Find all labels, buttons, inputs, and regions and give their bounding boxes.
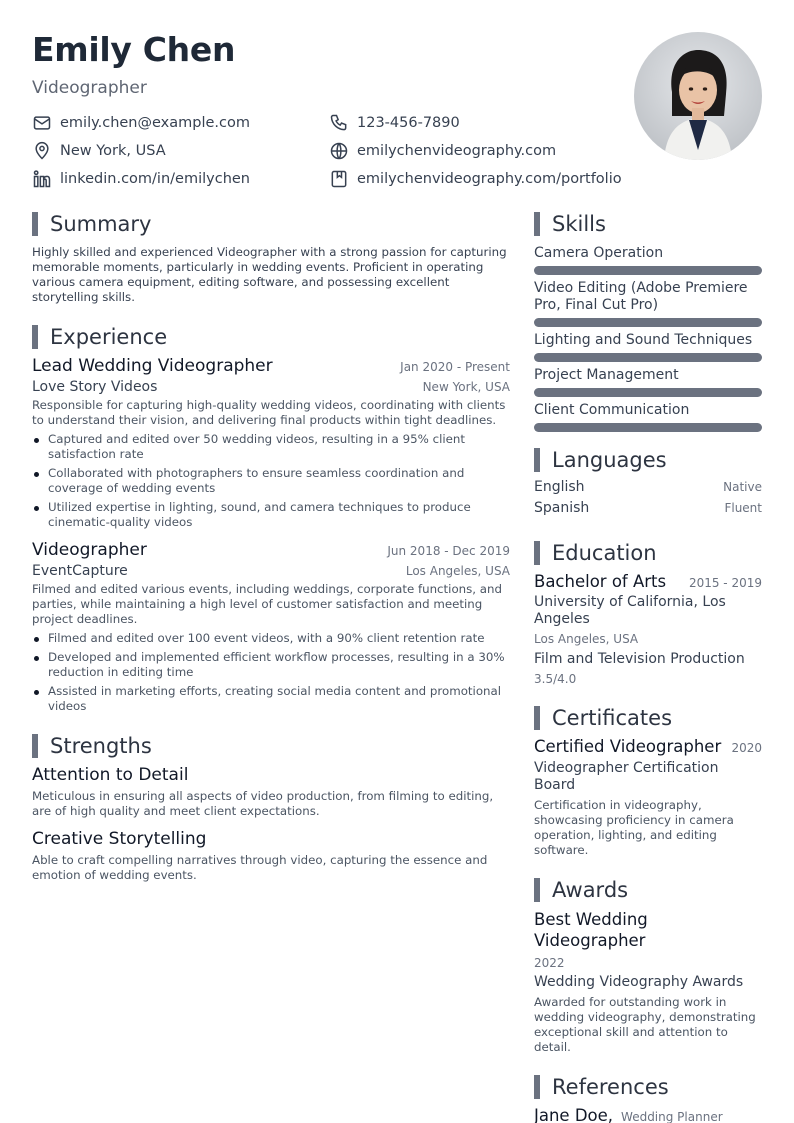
section-accent-bar xyxy=(534,706,540,730)
candidate-name: Emily Chen xyxy=(32,30,236,69)
certificate-year: 2020 xyxy=(731,741,762,755)
profile-photo xyxy=(634,32,762,160)
strengths-heading xyxy=(32,732,510,759)
email-text: emily.chen@example.com xyxy=(60,115,250,131)
section-accent-bar xyxy=(534,541,540,565)
job-description: Responsible for capturing high-quality wedding videos, coordinating with clients to understand their vision, and delivering final products within tight deadlines. xyxy=(32,398,506,427)
skill-level-bar xyxy=(534,353,762,362)
certificate-description: Certification in videography, showcasing proficiency in camera operation, lighting, and editing software. xyxy=(534,798,734,857)
skill-name: Project Management xyxy=(534,367,679,383)
bullet-item: Developed and implemented efficient workflow processes, resulting in a 30% reduction in editing time xyxy=(32,650,510,680)
right-column xyxy=(534,210,762,1123)
job-dates: Jan 2020 - Present xyxy=(400,360,510,374)
bookmark-icon xyxy=(329,169,349,189)
skill-name: Camera Operation xyxy=(534,245,664,261)
website-text: emilychenvideography.com xyxy=(357,143,557,159)
contact-portfolio[interactable] xyxy=(329,168,622,190)
skill-name: Video Editing (Adobe Premiere Pro, Final Cut Pro) xyxy=(534,280,748,313)
award-entry xyxy=(534,909,762,1055)
award-issuer: Wedding Videography Awards xyxy=(534,974,744,990)
phone-icon xyxy=(329,113,349,133)
certificate-issuer: Videographer Certification Board xyxy=(534,760,719,793)
certificates-heading xyxy=(534,704,762,731)
school-location: Los Angeles, USA xyxy=(534,632,639,646)
language-name: Spanish xyxy=(534,500,590,516)
section-title: Certificates xyxy=(552,705,673,730)
job-dates: Jun 2018 - Dec 2019 xyxy=(387,544,510,558)
summary-text: Highly skilled and experienced Videographer with a strong passion for capturing memorable moments, particularly in wedding events. Proficient in operating various camera equipment, editing software, and possessing excellent storytelling skills. xyxy=(32,245,507,304)
bullet-item: Utilized expertise in lighting, sound, and camera techniques to produce cinematic-quality videos xyxy=(32,500,510,530)
contact-linkedin[interactable] xyxy=(32,168,250,190)
section-accent-bar xyxy=(534,448,540,472)
education-years: 2015 - 2019 xyxy=(688,576,762,590)
skill-level-bar xyxy=(534,388,762,397)
award-year: 2022 xyxy=(534,956,565,970)
bullet-item: Collaborated with photographers to ensure seamless coordination and coverage of wedding events xyxy=(32,466,510,496)
certificate-entry xyxy=(534,737,762,858)
language-name: English xyxy=(534,479,585,495)
summary-heading xyxy=(32,210,510,237)
globe-icon xyxy=(329,141,349,161)
references-heading xyxy=(534,1073,762,1100)
gpa: 3.5/4.0 xyxy=(534,672,577,686)
certificate-title: Certified Videographer xyxy=(534,737,722,756)
section-title: Education xyxy=(552,540,657,565)
job-location: New York, USA xyxy=(422,380,510,394)
linkedin-icon xyxy=(32,169,52,189)
section-accent-bar xyxy=(534,212,540,236)
location-text: New York, USA xyxy=(60,143,166,159)
language-level: Fluent xyxy=(724,501,762,515)
job-bullets xyxy=(32,432,510,530)
skill-level-bar xyxy=(534,423,762,432)
language-row xyxy=(534,479,762,500)
language-level: Native xyxy=(723,480,762,494)
section-title: References xyxy=(552,1074,669,1099)
contact-website[interactable] xyxy=(329,140,556,162)
mail-icon xyxy=(32,113,52,133)
education-entry xyxy=(534,572,762,686)
job-description: Filmed and edited various events, including weddings, corporate functions, and parties, while maintaining a high level of customer satisfaction and meeting project deadlines. xyxy=(32,582,502,626)
bullet-item: Captured and edited over 50 wedding videos, resulting in a 95% client satisfaction rate xyxy=(32,432,510,462)
strength-item xyxy=(32,829,510,883)
job-title: Lead Wedding Videographer xyxy=(32,356,273,376)
field-of-study: Film and Television Production xyxy=(534,651,745,667)
section-title: Awards xyxy=(552,877,629,902)
contact-email[interactable] xyxy=(32,112,250,134)
reference-name: Jane Doe, xyxy=(534,1106,614,1123)
reference-role: Wedding Planner xyxy=(621,1110,723,1123)
job-company: EventCapture xyxy=(32,563,128,579)
languages-heading xyxy=(534,446,762,473)
skill-level-bar xyxy=(534,318,762,327)
linkedin-text: linkedin.com/in/emilychen xyxy=(60,171,250,187)
phone-text: 123-456-7890 xyxy=(357,115,460,131)
section-accent-bar xyxy=(32,325,38,349)
award-description: Awarded for outstanding work in wedding videography, demonstrating exceptional skill and attention to detail. xyxy=(534,995,756,1054)
job-title: Videographer xyxy=(32,540,147,560)
bullet-item: Filmed and edited over 100 event videos, with a 90% client retention rate xyxy=(32,631,510,646)
language-row xyxy=(534,500,762,521)
section-accent-bar xyxy=(32,212,38,236)
strength-item xyxy=(32,765,510,819)
skill-level-bar xyxy=(534,266,762,275)
skills-list xyxy=(534,245,762,432)
skill-name: Client Communication xyxy=(534,402,690,418)
reference-entry xyxy=(534,1106,762,1123)
section-title: Skills xyxy=(552,211,606,236)
portfolio-text: emilychenvideography.com/portfolio xyxy=(357,171,622,187)
award-title: Best Wedding Videographer xyxy=(534,910,648,950)
section-accent-bar xyxy=(32,734,38,758)
job-entry xyxy=(32,540,510,714)
job-location: Los Angeles, USA xyxy=(405,564,510,578)
degree: Bachelor of Arts xyxy=(534,572,667,591)
section-title: Languages xyxy=(552,447,667,472)
section-title: Experience xyxy=(50,324,168,349)
section-title: Strengths xyxy=(50,733,152,758)
contact-phone[interactable] xyxy=(329,112,460,134)
awards-heading xyxy=(534,876,762,903)
strength-text: Meticulous in ensuring all aspects of video production, from filming to editing, are of high quality and meet client expectations. xyxy=(32,789,494,818)
languages-list xyxy=(534,479,762,521)
strength-text: Able to craft compelling narratives through video, capturing the essence and emotion of wedding events. xyxy=(32,853,488,882)
skills-heading xyxy=(534,210,762,237)
section-accent-bar xyxy=(534,1075,540,1099)
section-title: Summary xyxy=(50,211,152,236)
skill-name: Lighting and Sound Techniques xyxy=(534,332,753,348)
experience-heading xyxy=(32,323,510,350)
strength-title: Creative Storytelling xyxy=(32,829,207,849)
education-heading xyxy=(534,539,762,566)
job-company: Love Story Videos xyxy=(32,379,158,395)
job-bullets xyxy=(32,631,510,714)
section-accent-bar xyxy=(534,878,540,902)
job-entry xyxy=(32,356,510,530)
map-pin-icon xyxy=(32,141,52,161)
school-name: University of California, Los Angeles xyxy=(534,594,726,627)
left-column xyxy=(32,210,510,883)
contact-location xyxy=(32,140,166,162)
strength-title: Attention to Detail xyxy=(32,765,189,785)
bullet-item: Assisted in marketing efforts, creating social media content and promotional videos xyxy=(32,684,510,714)
candidate-title: Videographer xyxy=(32,78,147,98)
